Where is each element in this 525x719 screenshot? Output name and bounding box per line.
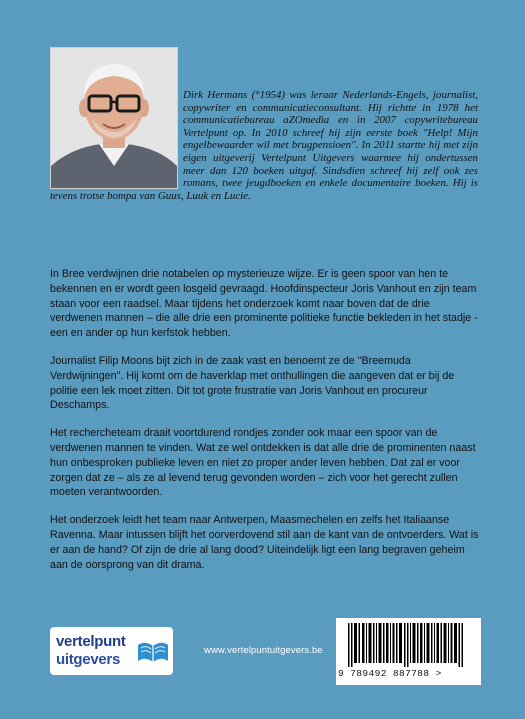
book-blurb	[50, 267, 482, 585]
publisher-logo	[50, 627, 173, 675]
author-bio	[50, 89, 478, 202]
author-bio-text: Dirk Hermans (°1954) was leraar Nederlands-Engels, journalist, copywriter en communicatieconsultant. Hij richtte in 1978 het communicatiebureau aZOmedia en in 2007 copywritebureau Vertelpunt op. In 2010 schreef hij zijn eerste boek "Help! Mijn engelbewaarder wil met brugpensioen". In 2011 startte hij met zijn eigen uitgeverij Vertelpunt Uitgevers waarmee hij ondertussen meer dan 120 boeken uitgaf. Sindsdien schreef hij zelf ook zes romans, twee jeugdboeken en enkele documentaire boeken. Hij is tevens trotse bompa van Guus, Luuk en Lucie.	[50, 89, 478, 202]
blurb-paragraph: In Bree verdwijnen drie notabelen op mysterieuze wijze. Er is geen spoor van hen te bekennen en er wordt geen losgeld gevraagd. Hoofdinspecteur Joris Vanhout en zijn team staan voor een raadsel. Maar tijdens het onderzoek komt naar boven dat de drie verdwenen mannen – die alle drie een prominente politieke functie bekleden in het stadje - een en ander op hun kerfstok hebben.	[50, 268, 478, 340]
open-book-icon	[136, 637, 170, 667]
isbn-number: 9 789492 887788 >	[338, 668, 442, 679]
publisher-logo-line2: uitgevers	[56, 651, 120, 668]
publisher-logo-line1: vertelpunt	[56, 633, 126, 650]
blurb-paragraph: Het rechercheteam draait voortdurend rondjes zonder ook maar een spoor van de verdwenen mannen te vinden. Wat ze wel ontdekken is dat alle drie de prominenten naast hun onbesproken publieke leven en niet zo proper ander leven hebben. Dat zal er voor zorgen dat ze – als ze al levend terug gevonden worden – zich voor het gerecht zullen moeten verantwoorden.	[50, 427, 476, 499]
blurb-paragraph: Het onderzoek leidt het team naar Antwerpen, Maasmechelen en zelfs het Italiaanse Ravenna. Maar intussen blijft het oorverdovend stil aan de kant van de ontvoerders. Wat is er aan de hand? Of zijn de drie al lang dood? Uiteindelijk ligt een lang begraven geheim aan de oorsprong van dit drama.	[50, 514, 479, 571]
blurb-paragraph: Journalist Filip Moons bijt zich in de zaak vast en benoemt ze de "Breemuda Verdwijningen". Hij komt om de haverklap met onthullingen die aangeven dat er bij de politie een lek moet zitten. Dit tot grote frustratie van Joris Vanhout en procureur Deschamps.	[50, 354, 455, 412]
barcode-icon	[344, 623, 472, 667]
isbn-barcode	[336, 618, 481, 685]
publisher-website: www.vertelpuntuitgevers.be	[204, 645, 323, 656]
